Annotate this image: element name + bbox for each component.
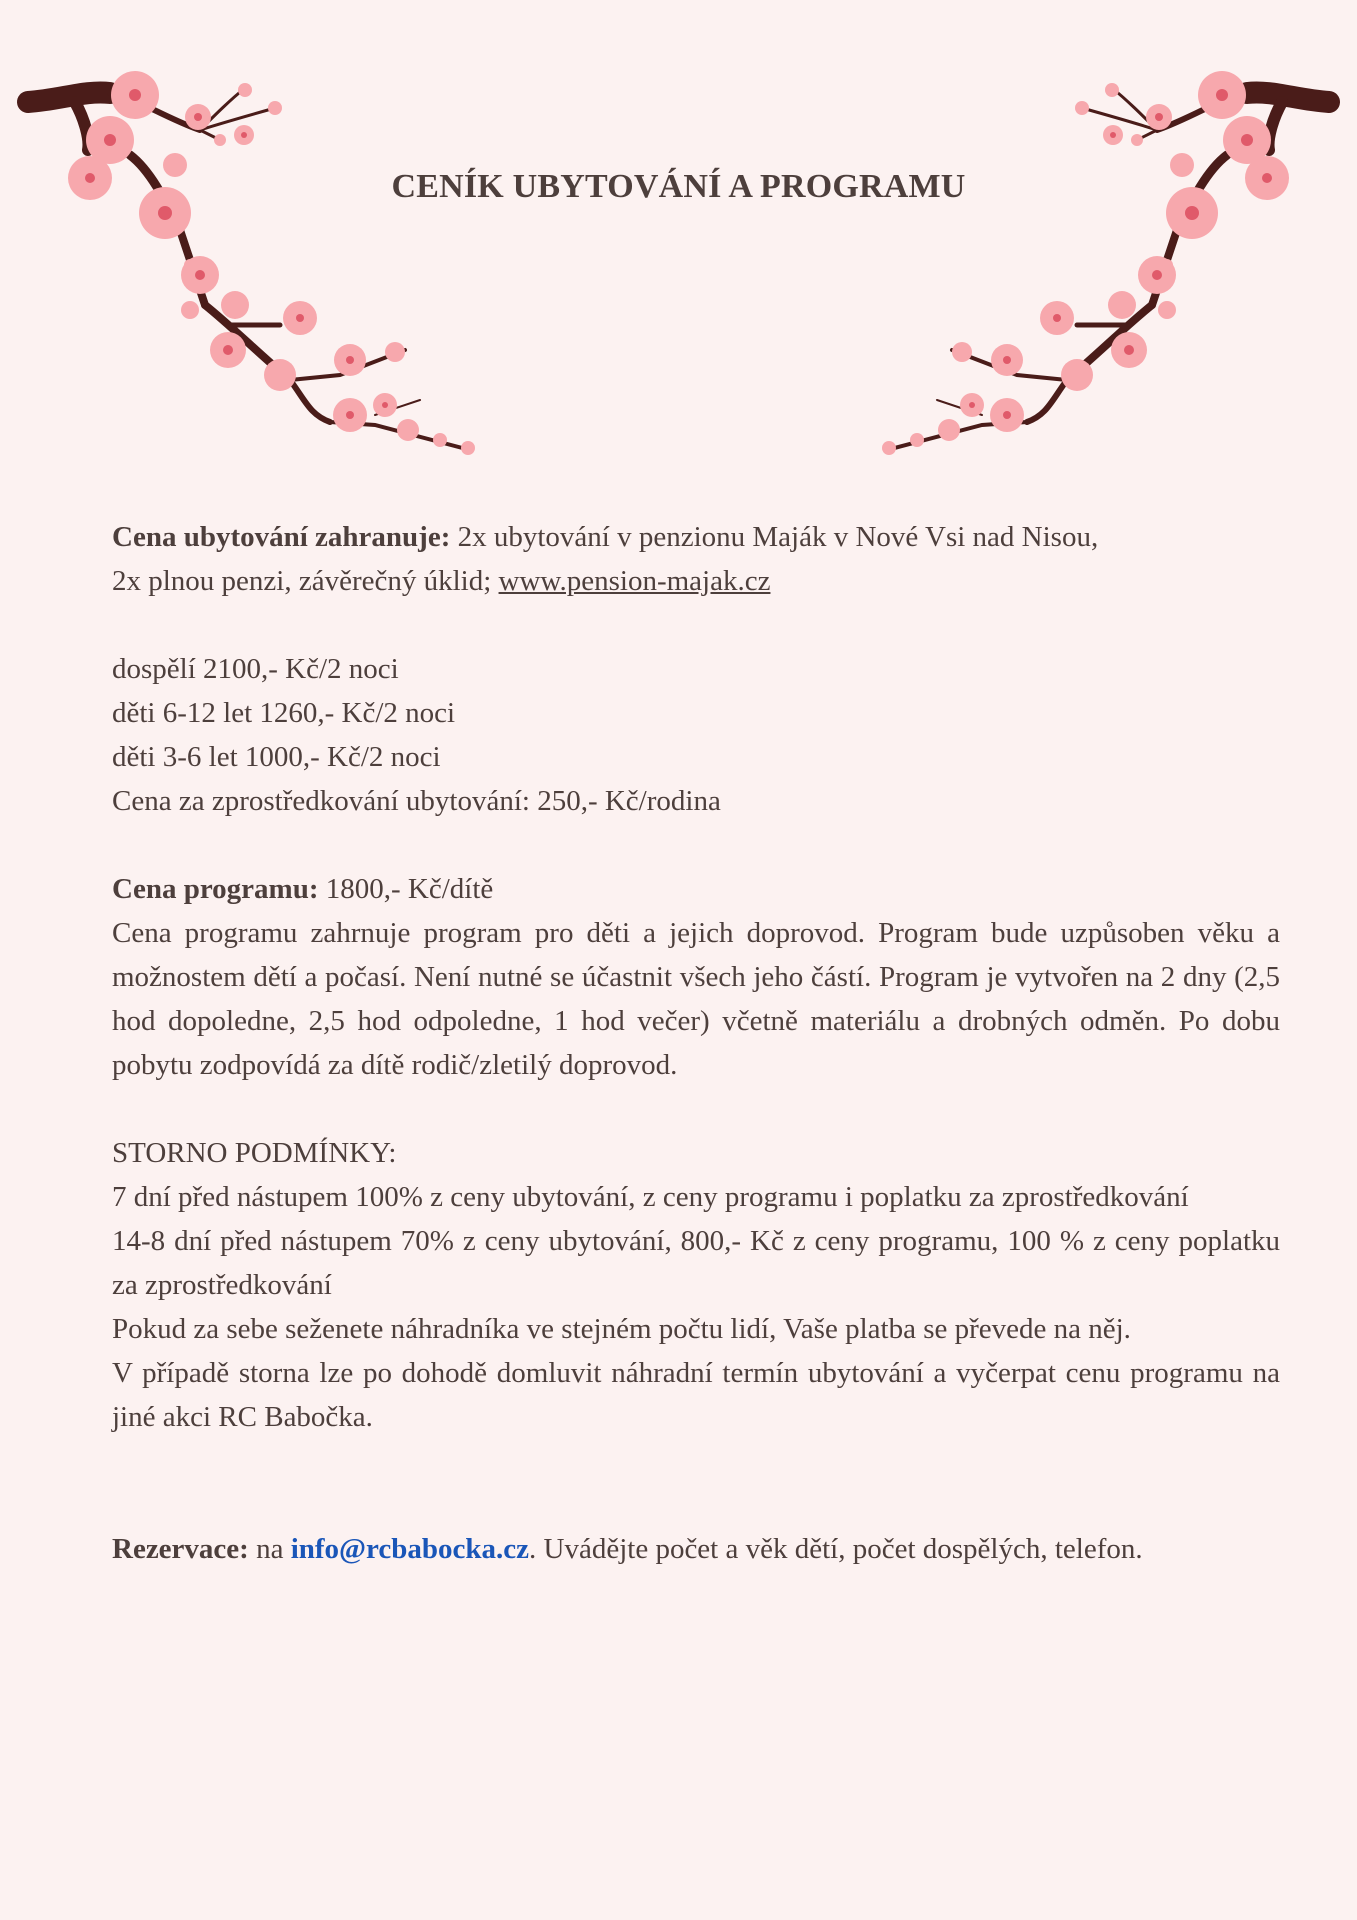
storno-item: Pokud za sebe seženete náhradníka ve stejném počtu lidí, Vaše platba se převede na něj. [112, 1313, 1131, 1345]
program-price-value: 1800,- Kč/dítě [318, 873, 494, 905]
reservation-post: . Uvádějte počet a věk dětí, počet dospělých, telefon. [529, 1533, 1143, 1565]
price-children-3-6: děti 3-6 let 1000,- Kč/2 noci [112, 741, 441, 773]
program-price [112, 867, 1280, 911]
accommodation-text-1: 2x ubytování v penzionu Maják v Nové Vsi nad Nisou, [450, 521, 1099, 553]
price-mediation-fee: Cena za zprostředkování ubytování: 250,- Kč/rodina [112, 785, 721, 817]
cherry-blossom-branch-right [857, 60, 1357, 460]
program-label: Cena programu: [112, 873, 319, 905]
blossom-cluster [882, 71, 1289, 455]
accommodation-label: Cena ubytování zahranuje: [112, 521, 451, 553]
reservation-email-link[interactable]: info@rcbabocka.cz [290, 1533, 530, 1565]
price-children-6-12: děti 6-12 let 1260,- Kč/2 noci [112, 697, 456, 729]
storno-item: V případě storna lze po dohodě domluvit náhradní termín ubytování a vyčerpat cenu programu na jiné akci RC Babočka. [112, 1357, 1280, 1433]
cherry-blossom-branch-left [0, 60, 500, 460]
accommodation-includes [112, 515, 1280, 603]
storno-item: 7 dní před nástupem 100% z ceny ubytování, z ceny programu i poplatku za zprostředkování [112, 1181, 1189, 1213]
price-adults: dospělí 2100,- Kč/2 noci [112, 653, 399, 685]
accommodation-text-2: 2x plnou penzi, závěrečný úklid; [112, 565, 499, 597]
page-title: CENÍK UBYTOVÁNÍ A PROGRAMU [391, 168, 966, 205]
storno-item: 14-8 dní před nástupem 70% z ceny ubytování, 800,- Kč z ceny programu, 100 % z ceny poplatku za zprostředkování [112, 1225, 1280, 1301]
storno-heading: STORNO PODMÍNKY: [112, 1137, 397, 1169]
document-body [112, 515, 1280, 1571]
reservation-info [112, 1527, 1280, 1571]
reservation-pre: na [248, 1533, 291, 1565]
pension-website-link[interactable]: www.pension-majak.cz [498, 565, 771, 597]
program-description: Cena programu zahrnuje program pro děti a jejich doprovod. Program bude uzpůsoben věku a možnostem dětí a počasí. Není nutné se účastnit všech jeho částí. Program je vytvořen na 2 dny (2,5 hod dopoledne, 2,5 hod odpoledne, 1 hod večer) včetně materiálu a drobných odměn. Po dobu pobytu zodpovídá za dítě rodič/zletilý doprovod. [112, 917, 1280, 1081]
blossom-cluster [68, 71, 475, 455]
reservation-label: Rezervace: [112, 1533, 249, 1565]
